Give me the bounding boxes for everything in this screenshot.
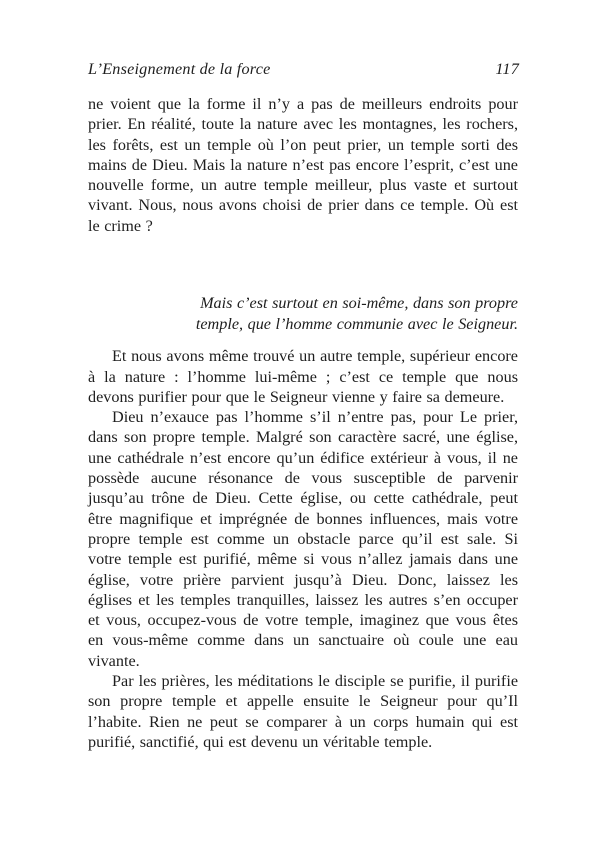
epigraph-quote: Mais c’est surtout en soi-même, dans son propre temple, que l’homme communie avec le Seigneur. [195, 294, 518, 333]
page-number: 117 [495, 60, 519, 78]
paragraph-other-temple: Et nous avons même trouvé un autre temple, supérieur encore à la nature : l’homme lui-même ; c’est ce temple que nous devons purifier pour que le Seigneur vienne y faire sa demeure. [88, 347, 518, 406]
paragraph-continuation: ne voient que la forme il n’y a pas de meilleurs endroits pour prier. En réalité, toute la nature avec les montagnes, les rochers, les forêts, est un temple où l’on peut prier, un temple sorti des mains de Dieu. Mais la nature n’est pas encore l’esprit, c’est une nouvelle forme, un autre temple meilleur, plus vaste et surtout vivant. Nous, nous avons choisi de prier dans ce temple. Où est le crime ? [88, 95, 518, 235]
paragraph-own-temple: Dieu n’exauce pas l’homme s’il n’entre pas, pour Le prier, dans son propre temple. Malgré son caractère sacré, une église, une cathédrale n’est encore qu’un édifice extérieur à vous, il ne possède aucune résonance de vous susceptible de parvenir jusqu’au trône de Dieu. Cette église, ou cette cathédrale, peut être magnifique et imprégnée de bonnes influences, mais votre propre temple est comme un obstacle parce qu’il est sale. Si votre temple est purifié, même si vous n’allez jamais dans une église, votre prière parvient jusqu’à Dieu. Donc, laissez les églises et les temples tranquilles, laissez les autres s’en occuper et vous, occupez-vous de votre temple, imaginez que vous êtes en vous-même comme dans un sanctuaire où coule une eau vivante. [88, 408, 518, 670]
paragraph-purification: Par les prières, les méditations le disciple se purifie, il purifie son propre temple et appelle ensuite le Seigneur pour qu’Il l’habite. Rien ne peut se comparer à un corps humain qui est purifié, sanctifié, qui est devenu un véritable temple. [88, 672, 518, 751]
running-header [88, 60, 519, 79]
running-title: L’Enseignement de la force [88, 60, 271, 78]
page-body [88, 94, 518, 752]
